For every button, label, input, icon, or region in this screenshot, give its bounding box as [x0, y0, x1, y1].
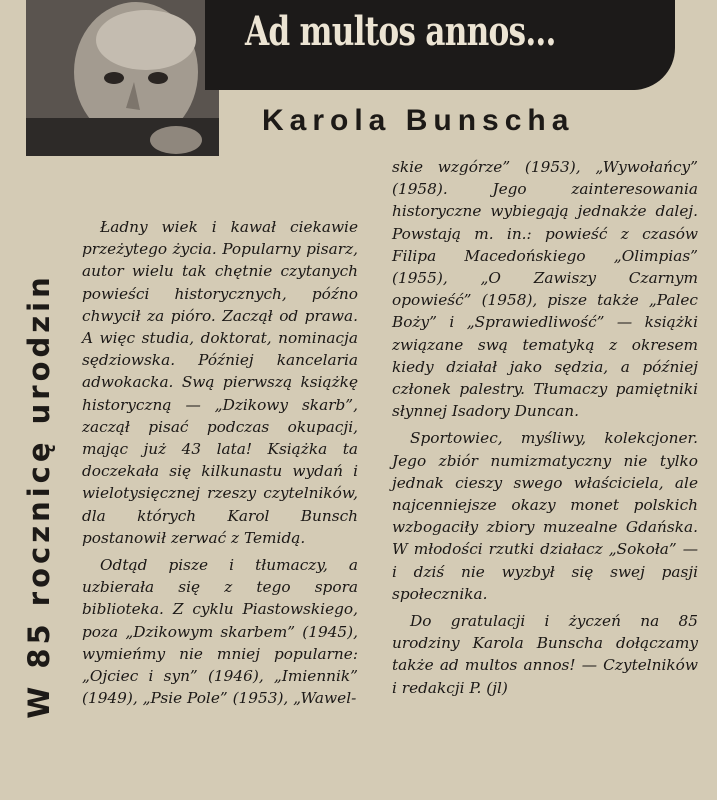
paragraph: Ładny wiek i kawał ciekawie przeżytego życia. Popularny pisarz, autor wielu tak chętnie czytanych powieści historycznych, późno chwycił za pióro. Zaczął od prawa. A więc studia, doktorat, nominacja sędziowska. Później kancelaria adwokacka. Swą pierwszą książkę historyczną — „Dzikowy skarb”, zaczął pisać podczas okupacji, mając już 43 lata! Książka ta doczekała się kilkunastu wydań i wielotysięcznej rzeszy czytelników, dla których Karol Bunsch postanowił zerwać z Temidą. [82, 218, 358, 547]
page-title: Ad multos annos... [245, 8, 556, 55]
paragraph: Odtąd pisze i tłumaczy, a uzbierała się z tego spora biblioteka. Z cyklu Piastowskiego, poza „Dzikowym skarbem” (1945), wymieńmy nie mniej popularne: „Ojciec i syn” (1946), „Imiennik” (1949), „Psie Pole” (1953), „Wawel- [82, 556, 358, 708]
author-portrait [26, 0, 219, 156]
vertical-heading [14, 218, 64, 774]
article-column-1 [82, 216, 358, 709]
article-column-2 [392, 156, 698, 699]
article-subtitle: Karola Bunscha [262, 104, 575, 137]
vertical-heading-text: W 85 rocznicę urodzin [22, 273, 56, 719]
paragraph: Do gratulacji i życzeń na 85 urodziny Karola Bunscha dołączamy także ad multos annos! — Czytelników i redakcji P. (jl) [392, 612, 698, 697]
paragraph: Sportowiec, myśliwy, kolekcjoner. Jego zbiór numizmatyczny nie tylko jednak cieszy swego właściciela, ale najcenniejsze okazy monet polskich wzbogaciły zbiory muzealne Gdańska. W młodości rzutki działacz „Sokoła” — i dziś nie wyzbył się swej pasji społecznika. [392, 429, 698, 603]
paragraph: skie wzgórze” (1953), „Wywołańcy” (1958). Jego zainteresowania historyczne wybiegają jednakże dalej. Powstają m. in.: powieść z czasów Filipa Macedońskiego „Olimpias” (1955), „O Zawiszy Czarnym opowieść” (1958), pisze także „Palec Boży” i „Sprawiedliwość” — książki związane swą tematyką z okresem kiedy działał jako sędzia, a później członek palestry. Tłumaczy pamiętniki słynnej Isadory Duncan. [392, 158, 698, 421]
